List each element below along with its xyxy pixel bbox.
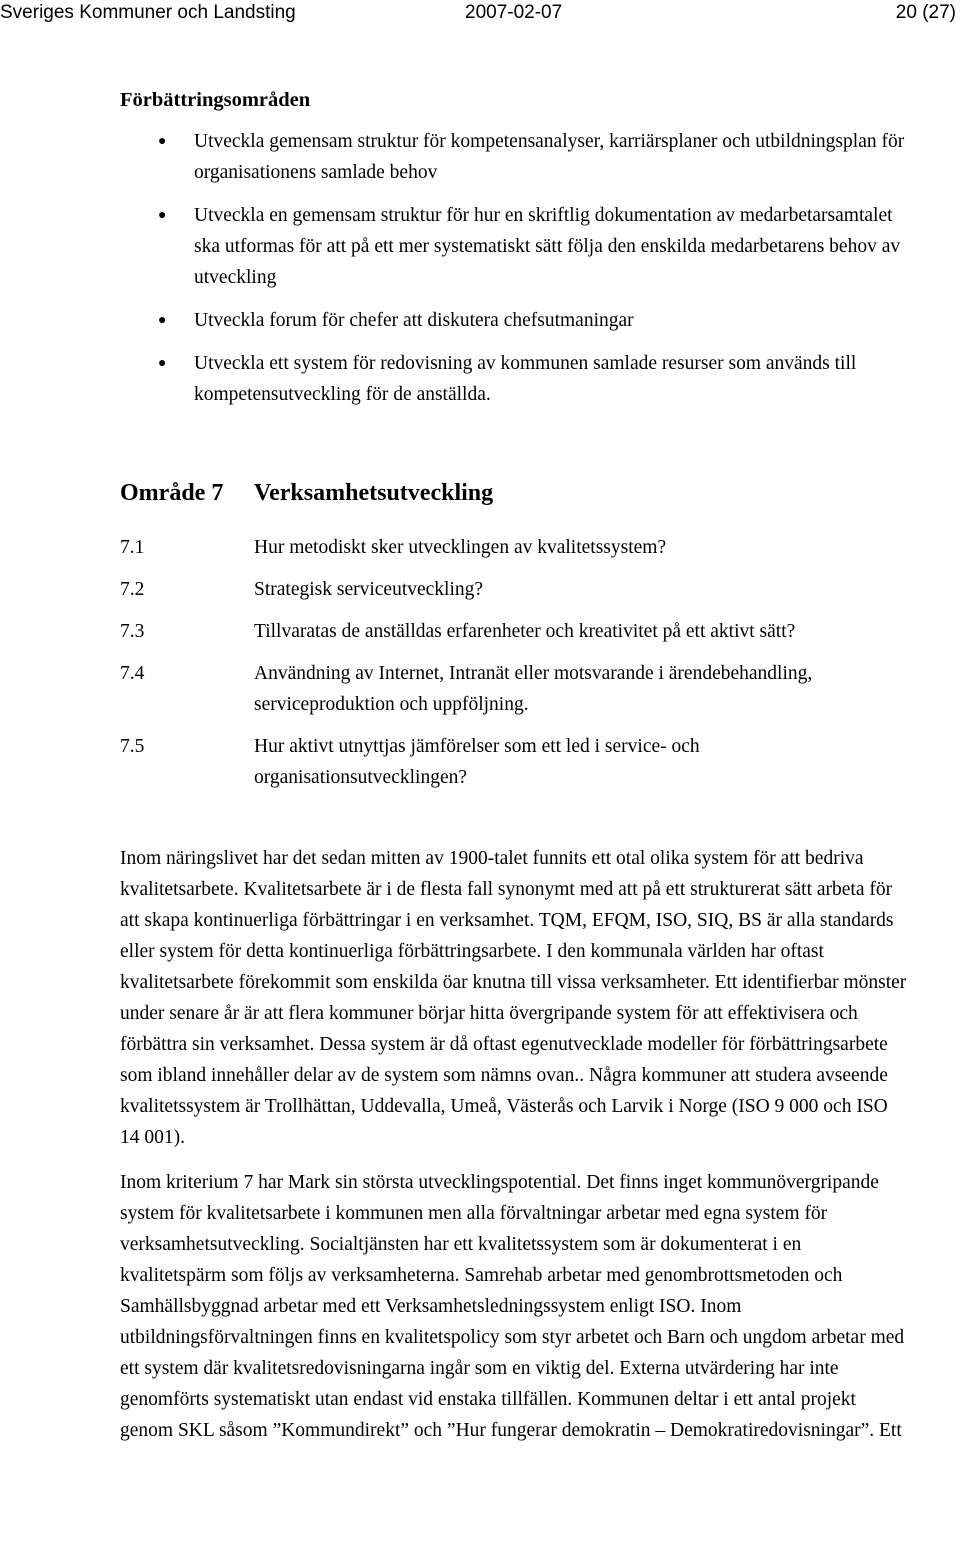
header-date: 2007-02-07: [465, 2, 563, 23]
question-number: 7.2: [120, 579, 145, 600]
area-title: Verksamhetsutveckling: [254, 480, 494, 506]
body-paragraph: Inom kriterium 7 har Mark sin största utvecklingspotential. Det finns inget kommunövergripande system för kvalitetsarbete i kommunen men alla förvaltningar arbetar med egna system för verksamhetsutveckling. Socialtjänsten har ett kvalitetssystem som är dokumenterat i en kvalitetspärm som följs av verksamheterna. Samrehab arbetar med genombrottsmetoden och Samhällsbyggnad arbetar med ett Verksamhetsledningssystem enligt ISO. Inom utbildningsförvaltningen finns en kvalitetspolicy som styr arbetet och Barn och ungdom arbetar med ett system där kvalitetsredovisningarna ingår som en viktig del. Externa utvärdering har inte genomförts systematiskt utan endast vid enstaka tillfällen. Kommunen deltar i ett antal projekt genom SKL såsom ”Kommundirekt” och ”Hur fungerar demokratin – Demokratiredovisningar”. Ett: [120, 1172, 905, 1441]
header-organization: Sveriges Kommuner och Landsting: [0, 2, 296, 23]
list-item-text: Utveckla gemensam struktur för kompetensanalyser, karriärsplaner och utbildningsplan för organisationens samlade behov: [194, 131, 905, 183]
question-item: [120, 658, 910, 720]
question-text: Strategisk serviceutveckling?: [254, 579, 484, 600]
improvements-list: [120, 126, 910, 410]
bullet-icon: ●: [158, 356, 167, 371]
document-body: [120, 88, 910, 1446]
list-item-text: Utveckla en gemensam struktur för hur en skriftlig dokumentation av medarbetarsamtalet ska utformas för att på ett mer systematiskt sätt följa den enskilda medarbetarens behov av utveckling: [194, 205, 901, 288]
question-text: Tillvaratas de anställdas erfarenheter och kreativitet på ett aktivt sätt?: [254, 621, 796, 642]
area-heading: [120, 478, 910, 508]
list-item: [120, 200, 910, 293]
question-number: 7.1: [120, 537, 145, 558]
question-text: Användning av Internet, Intranät eller motsvarande i ärendebehandling, serviceproduktion och uppföljning.: [254, 663, 813, 715]
question-item: [120, 574, 910, 605]
question-item: [120, 616, 910, 647]
list-item-text: Utveckla ett system för redovisning av kommunen samlade resurser som används till kompetensutveckling för de anställda.: [194, 353, 857, 405]
question-number: 7.3: [120, 621, 145, 642]
area-label: Område 7: [120, 480, 224, 506]
question-list: [120, 532, 910, 793]
question-number: 7.5: [120, 736, 145, 757]
header-page-number: 20 (27): [895, 2, 956, 23]
question-number: 7.4: [120, 663, 145, 684]
question-text: Hur metodiskt sker utvecklingen av kvalitetssystem?: [254, 537, 667, 558]
list-item: [120, 348, 910, 410]
question-text: Hur aktivt utnyttjas jämförelser som ett led i service- och organisationsutvecklingen?: [254, 736, 700, 788]
bullet-icon: ●: [158, 134, 167, 149]
improvements-title: Förbättringsområden: [120, 89, 311, 111]
list-item-text: Utveckla forum för chefer att diskutera chefsutmaningar: [194, 310, 634, 331]
page-header: [0, 0, 960, 24]
body-paragraph: Inom näringslivet har det sedan mitten av 1900-talet funnits ett otal olika system för att bedriva kvalitetsarbete. Kvalitetsarbete är i de flesta fall synonymt med att på ett strukturerat sätt arbeta för att skapa kontinuerliga förbättringar i en verksamhet. TQM, EFQM, ISO, SIQ, BS är alla standards eller system för detta kontinuerliga förbättringsarbete. I den kommunala världen har oftast kvalitetsarbete förekommit som enskilda öar knutna till vissa verksamheter. Ett identifierbar mönster under senare år är att flera kommuner börjar hitta övergripande system för att effektivisera och förbättra sin verksamhet. Dessa system är då oftast egenutvecklade modeller för förbättringsarbete som ibland innehåller delar av de system som nämns ovan.. Några kommuner att studera avseende kvalitetssystem är Trollhättan, Uddevalla, Umeå, Västerås och Larvik i Norge (ISO 9 000 och ISO 14 001).: [120, 848, 907, 1148]
question-item: [120, 731, 910, 793]
bullet-icon: ●: [158, 313, 167, 328]
list-item: [120, 126, 910, 188]
bullet-icon: ●: [158, 208, 167, 223]
question-item: [120, 532, 910, 563]
list-item: [120, 305, 910, 336]
